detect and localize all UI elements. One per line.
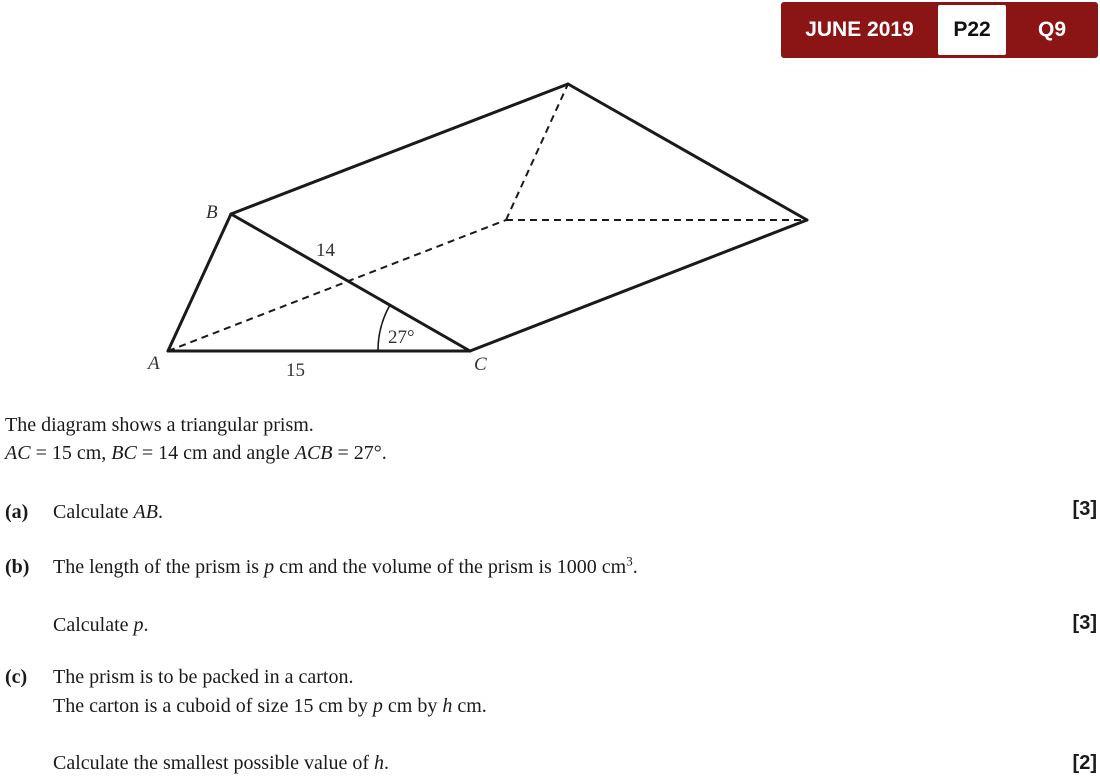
edge-ab — [168, 214, 231, 351]
intro-line-2: AC = 15 cm, BC = 14 cm and angle ACB = 27°. — [5, 442, 387, 464]
badge-session: JUNE 2019 — [805, 18, 914, 41]
badge-paper: P22 — [938, 5, 1006, 55]
part-b-calculate: Calculate p. — [53, 614, 149, 636]
edge-bc — [231, 214, 470, 351]
bc-length-label: 14 — [316, 240, 335, 261]
badge-question: Q9 — [1037, 18, 1066, 41]
part-c-line-2: The carton is a cuboid of size 15 cm by p cm by h cm. — [53, 695, 487, 717]
vertex-a-label: A — [148, 353, 160, 374]
part-c-label: (c) — [5, 666, 28, 688]
vertex-c-label: C — [474, 354, 487, 375]
ac-length-label: 15 — [286, 360, 305, 381]
angle-label: 27° — [388, 327, 415, 348]
edge-c-right — [470, 220, 807, 351]
part-a-label: (a) — [5, 501, 29, 523]
intro-line-1: The diagram shows a triangular prism. — [5, 414, 314, 436]
part-b-marks: [3] — [1072, 612, 1097, 634]
part-c-line-1: The prism is to be packed in a carton. — [53, 666, 354, 688]
part-b-label: (b) — [5, 556, 30, 578]
part-c-marks: [2] — [1072, 752, 1097, 774]
prism-diagram — [0, 60, 830, 390]
part-a-marks: [3] — [1072, 498, 1097, 520]
question-badge — [781, 2, 1098, 58]
edge-top-right — [568, 84, 807, 220]
part-a-question: Calculate AB. — [53, 501, 163, 523]
part-b-question: The length of the prism is p cm and the volume of the prism is 1000 $cm^3$. — [53, 553, 638, 578]
vertex-b-label: B — [206, 202, 218, 223]
part-c-calculate: Calculate the smallest possible value of h. — [53, 752, 390, 774]
